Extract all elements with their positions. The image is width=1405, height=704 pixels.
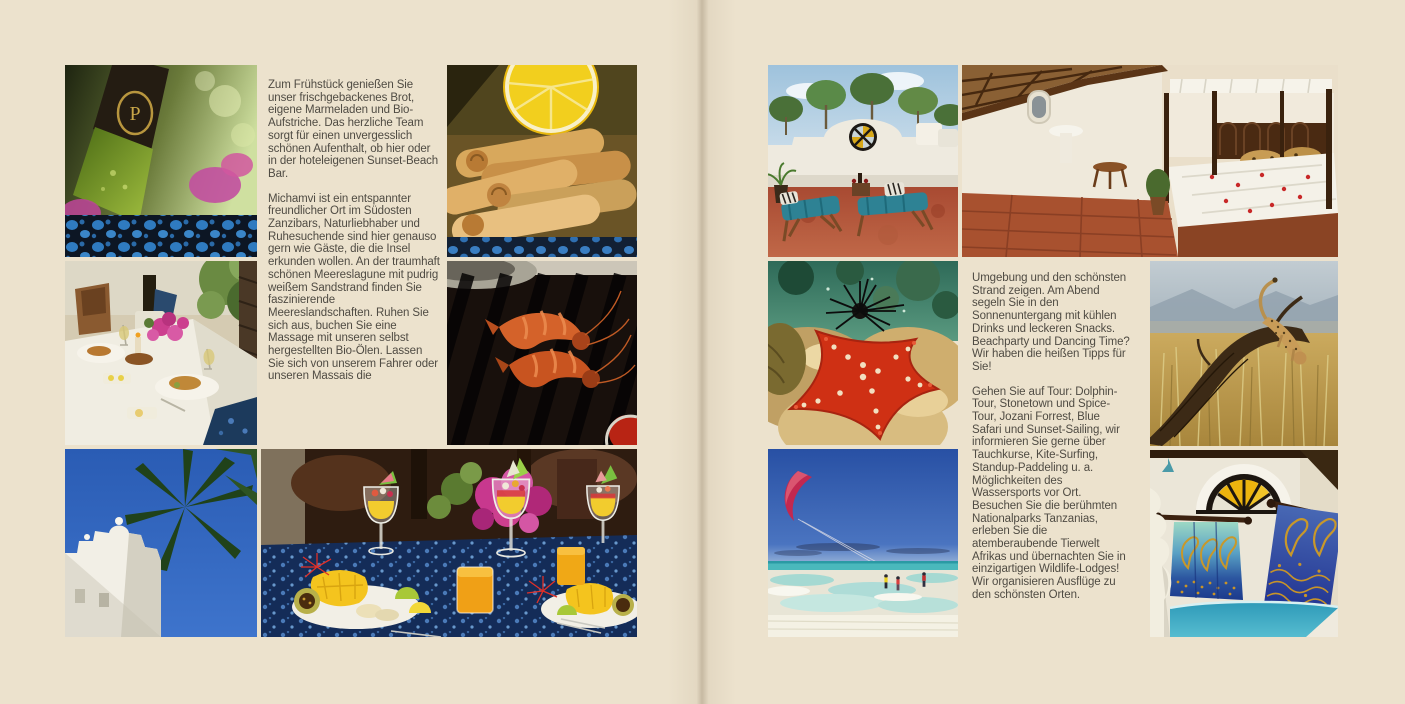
photo-bathroom [1150,450,1338,637]
photo-starfish-reef [768,261,958,445]
photo-cheetah [1150,261,1338,446]
photo-breakfast-table [261,449,637,637]
kitesurf-image [768,449,958,637]
paragraph-evening: Umgebung und den schönsten Strand zeigen. Am Abend segeln Sie in den Sonnenuntergang mit kühlen Drinks und leckeren Snacks. Beachparty und Dancing Time? Wir haben die heißen Tipps für Sie! [972,272,1130,373]
rooftop-terrace-image [768,65,958,257]
champagne-image [65,65,257,257]
photo-rooftop-terrace [768,65,958,257]
bathroom-image [1150,450,1338,637]
starfish-image [768,261,958,445]
right-text-column [972,272,1130,614]
grilled-prawns-image [447,261,637,445]
left-text-column [268,79,440,395]
left-curtain [1170,522,1243,600]
lemon-crepes-image [447,65,637,257]
photo-lemon-crepes [447,65,637,257]
photo-bedroom [962,65,1338,257]
photo-palm-building [65,449,257,637]
photo-grilled-prawns [447,261,637,445]
photo-champagne-bougainvillea [65,65,257,257]
breakfast-table-image [261,449,637,637]
table-setting-image [65,261,257,445]
palm-building-image [65,449,257,637]
paragraph-tours: Gehen Sie auf Tour: Dolphin-Tour, Stonetown und Spice-Tour, Jozani Forrest, Blue Safari und Sunset-Sailing, wir informieren Sie gerne über Tauchkurse, Kite-Surfing, Standup-Paddeling u. a. Möglichkeiten des Wassersports vor Ort. Besuchen Sie die berühmten Nationalparks Tanzanias, erleben Sie die atemberaubende Tierwelt Afrikas und übernachten Sie in einzigartigen Wildlife-Lodges! Wir organisieren Ausflüge zu den schönsten Orten. [972,385,1126,601]
cheetah-image [1150,261,1338,446]
photo-kitesurf-beach [768,449,958,637]
page-fold-gutter [668,0,736,704]
svg-text:P: P [129,103,141,125]
bedroom-image [962,65,1338,257]
paragraph-breakfast: Zum Frühstück genießen Sie unser frischgebackenes Brot, eigene Marmeladen und Bio-Aufstriche. Das herzliche Team sorgt für einen unvergesslich schönen Aufenthalt, ob hier oder in der hoteleigenen Sunset-Beach Bar. [268,79,439,180]
paragraph-michamvi: Michamvi ist ein entspannter freundlicher Ort im Südosten Zanzibars, Naturliebhaber und Ruhesuchende sind hier genauso gern wie Gäste, die die Insel erkunden wollen. An der traumhaft schönen Meereslagune mit pudrig weißem Sandstrand finden Sie faszinierende Meereslandschaften. Ruhen Sie sich aus, buchen Sie eine Massage mit unseren selbst hergestellten Bio-Ölen. Lassen Sie sich von unserem Fahrer oder unseren Massais die [268,192,440,383]
photo-table-setting [65,261,257,445]
